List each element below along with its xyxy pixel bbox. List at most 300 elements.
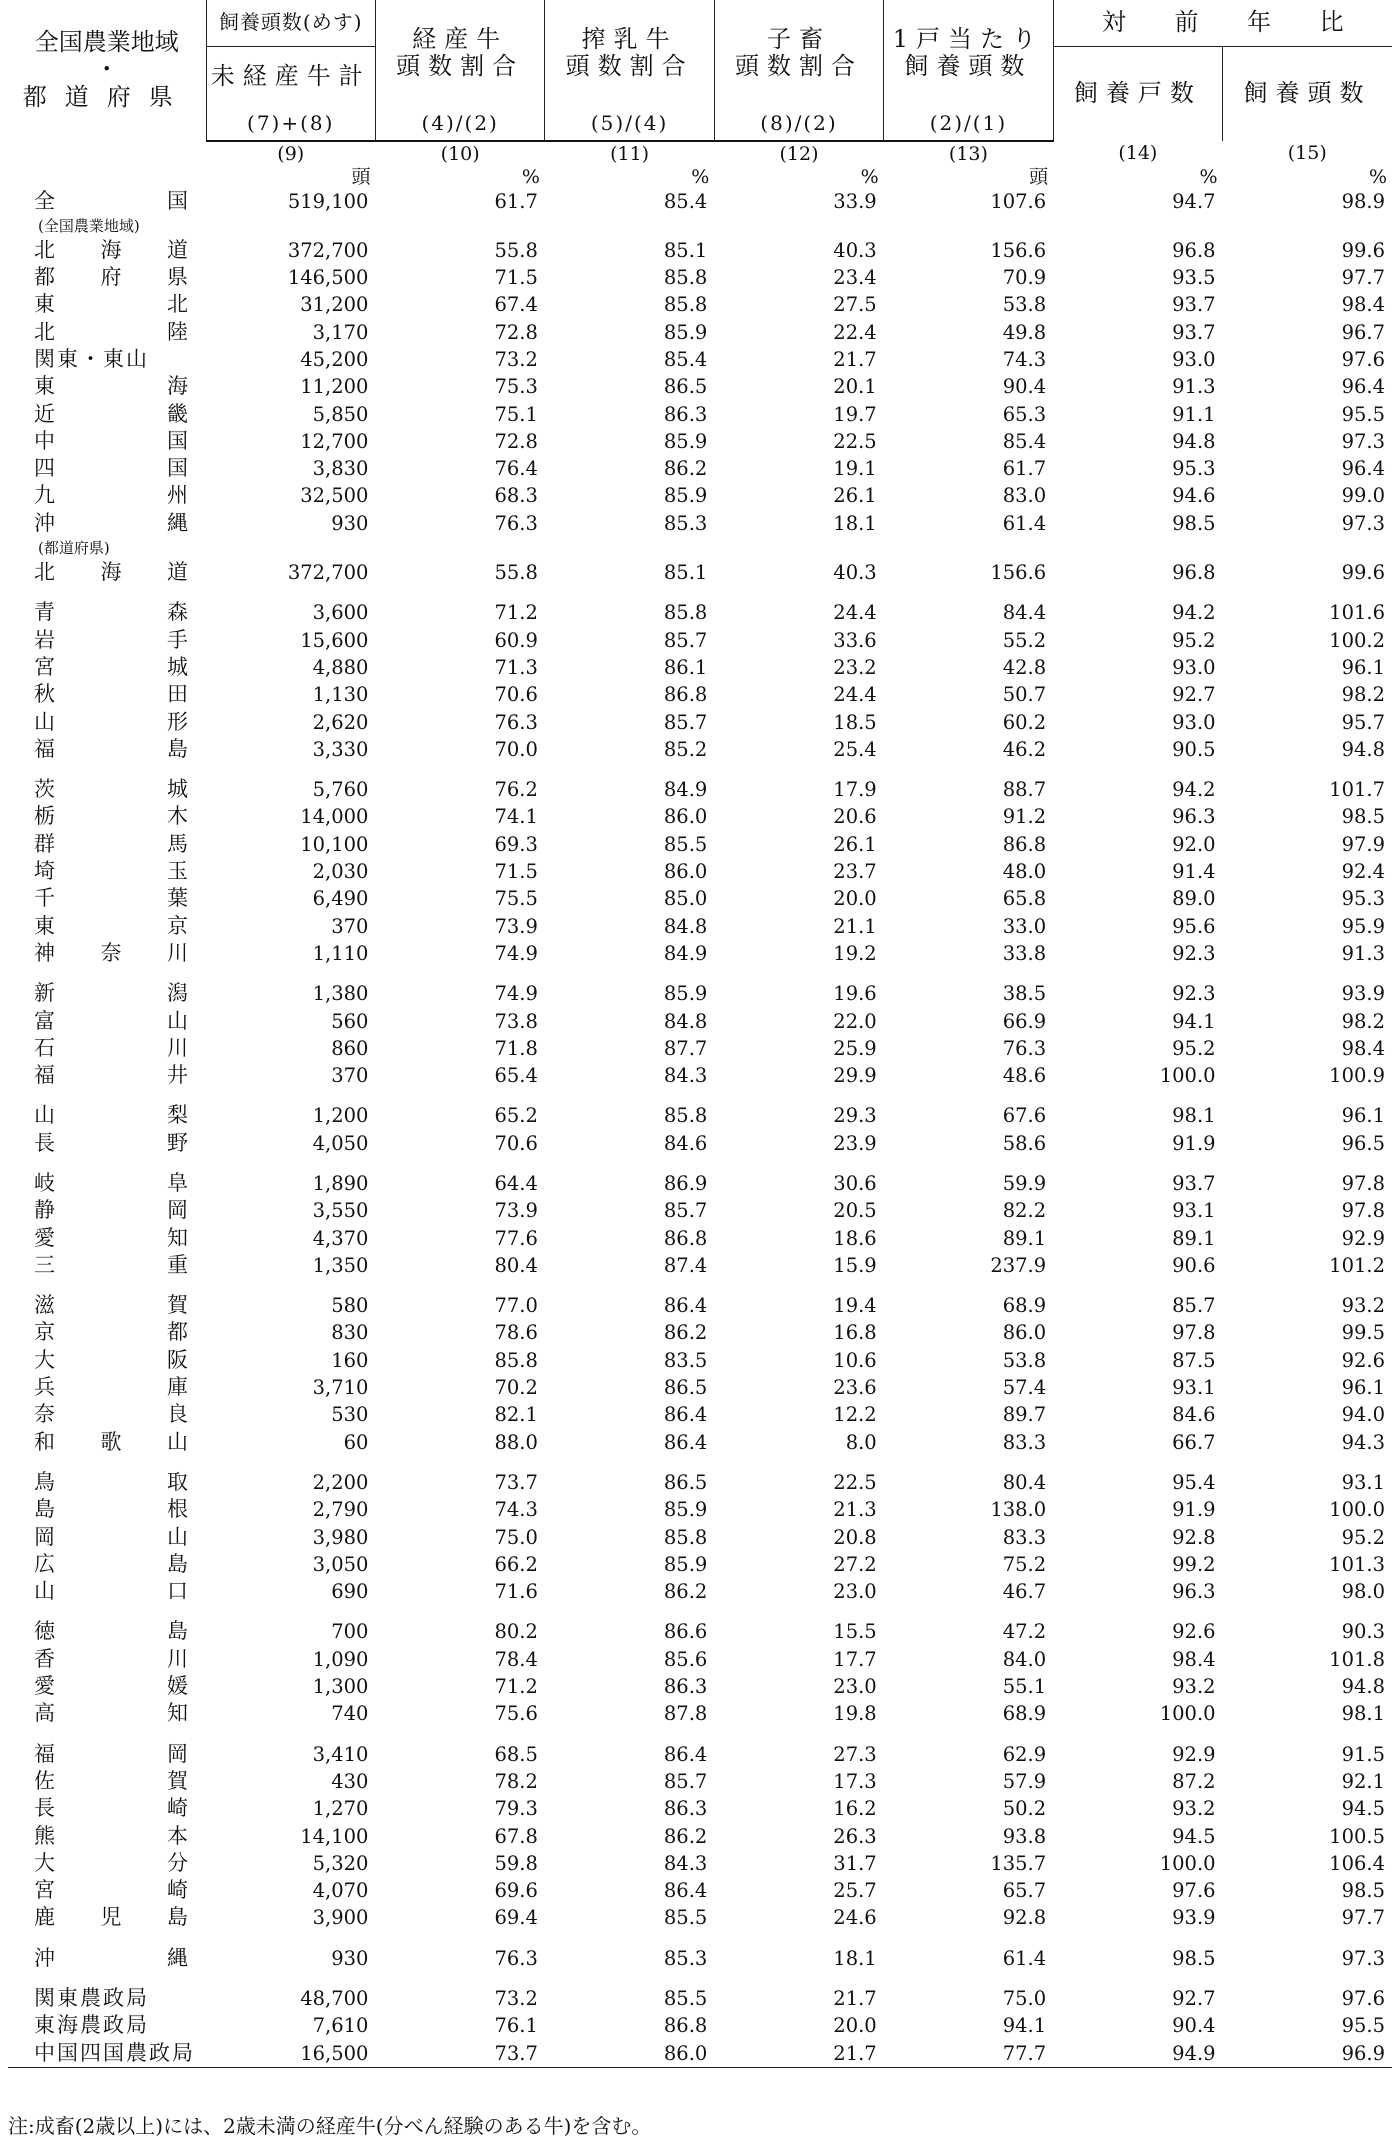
table-row bbox=[8, 1496, 1392, 1523]
cell-value: 59.8 bbox=[494, 1851, 538, 1875]
col9-formula: (7)+(8) bbox=[206, 107, 375, 141]
row-name-text: 岩 手 bbox=[34, 627, 189, 652]
cell-value: 19.7 bbox=[833, 402, 877, 426]
cell-value: 15.5 bbox=[833, 1620, 877, 1644]
col9-header: 未経産牛計 bbox=[206, 46, 375, 107]
cell-value: 90.3 bbox=[1341, 1620, 1385, 1644]
cell-value: 92.3 bbox=[1172, 941, 1216, 965]
cell-value: 97.7 bbox=[1341, 266, 1385, 290]
row-name bbox=[8, 291, 206, 318]
cell-value: 100.2 bbox=[1329, 628, 1385, 652]
cell-value: 75.5 bbox=[494, 887, 538, 911]
cell-value: 53.8 bbox=[1002, 1348, 1047, 1372]
cell-value: 23.7 bbox=[833, 860, 877, 884]
cell-value: 65.7 bbox=[1002, 1879, 1047, 1903]
cell-value: 3,410 bbox=[312, 1742, 369, 1766]
cell-value: 3,980 bbox=[312, 1525, 369, 1549]
cell-value: 85.5 bbox=[663, 832, 708, 856]
table-row bbox=[8, 2012, 1392, 2039]
cell-value: 18.1 bbox=[833, 511, 877, 535]
cell-value: 94.7 bbox=[1172, 189, 1216, 213]
cell-value: 94.6 bbox=[1172, 484, 1216, 508]
table-row bbox=[8, 428, 1392, 455]
cell-value: 91.5 bbox=[1341, 1742, 1385, 1766]
cell-value: 16.8 bbox=[833, 1321, 877, 1345]
cell-value: 77.7 bbox=[884, 2040, 1053, 2068]
cell-value: 21.7 bbox=[833, 347, 877, 371]
cell-value: 2,200 bbox=[312, 1470, 369, 1494]
cell-value: 86.2 bbox=[663, 457, 708, 481]
cell-value: 25.4 bbox=[833, 737, 877, 761]
row-name-text: 九 州 bbox=[34, 483, 189, 508]
cell-value: 18.1 bbox=[833, 1946, 877, 1970]
column-number: (13) bbox=[948, 142, 988, 165]
table-row bbox=[8, 913, 1392, 940]
row-name bbox=[8, 1618, 206, 1645]
row-name bbox=[8, 1008, 206, 1035]
cell-value: 22.0 bbox=[833, 1009, 877, 1033]
cell-value: 73.9 bbox=[494, 914, 538, 938]
table-row bbox=[8, 346, 1392, 373]
cell-value: 24.4 bbox=[833, 683, 877, 707]
row-name-text: 徳 島 bbox=[34, 1619, 189, 1644]
table-row bbox=[8, 709, 1392, 736]
cell-value: 135.7 bbox=[990, 1851, 1047, 1875]
col9-top-header: 飼養頭数(めす) bbox=[206, 0, 375, 46]
table-row bbox=[8, 237, 1392, 264]
row-name bbox=[8, 1062, 206, 1089]
row-name-text: 北 海 道 bbox=[34, 237, 189, 262]
cell-value: 90.4 bbox=[1172, 2014, 1216, 2038]
spacer-cell bbox=[8, 1279, 1392, 1292]
cell-value: 29.3 bbox=[833, 1104, 877, 1128]
table-row bbox=[8, 980, 1392, 1007]
cell-value: 22.5 bbox=[833, 1470, 877, 1494]
cell-value: 80.2 bbox=[494, 1620, 538, 1644]
row-name bbox=[8, 1252, 206, 1279]
cell-value: 84.6 bbox=[1172, 1403, 1216, 1427]
cell-value: 91.4 bbox=[1172, 860, 1216, 884]
unit-label: % bbox=[1199, 165, 1218, 188]
cell-value: 69.3 bbox=[494, 832, 538, 856]
cell-value: 19.1 bbox=[833, 457, 877, 481]
cell-value: 91.3 bbox=[1341, 941, 1385, 965]
cell-value: 93.2 bbox=[1341, 1294, 1385, 1318]
table-row bbox=[8, 482, 1392, 509]
cell-value: 84.9 bbox=[663, 941, 708, 965]
cell-value: 70.6 bbox=[494, 1131, 538, 1155]
table-row bbox=[8, 1985, 1392, 2012]
row-name bbox=[8, 1225, 206, 1252]
row-name bbox=[8, 2012, 206, 2039]
cell-value: 59.9 bbox=[1002, 1172, 1047, 1195]
cell-value: 4,050 bbox=[312, 1131, 369, 1155]
row-name-text: 静 岡 bbox=[34, 1198, 189, 1223]
table-row bbox=[8, 858, 1392, 885]
cell-value: 21.7 bbox=[833, 1987, 877, 2011]
row-name-text: 四 国 bbox=[34, 456, 189, 481]
cell-value: 26.1 bbox=[833, 484, 877, 508]
cell-value: 20.0 bbox=[833, 887, 877, 911]
cell-value: 70.2 bbox=[494, 1376, 538, 1400]
row-name-text: 鳥 取 bbox=[34, 1469, 189, 1494]
cell-value: 55.8 bbox=[494, 561, 538, 585]
cell-value: 530 bbox=[331, 1403, 369, 1427]
row-name bbox=[8, 346, 206, 373]
cell-value: 23.4 bbox=[833, 266, 877, 290]
table-row bbox=[8, 1252, 1392, 1279]
cell-value: 60 bbox=[343, 1430, 369, 1454]
cell-value: 85.9 bbox=[663, 320, 708, 344]
row-name bbox=[8, 1700, 206, 1727]
cell-value: 84.3 bbox=[663, 1851, 708, 1875]
cell-value: 89.7 bbox=[1002, 1403, 1047, 1427]
table-row bbox=[8, 455, 1392, 482]
row-name bbox=[8, 1646, 206, 1673]
cell-value: 85.8 bbox=[663, 293, 708, 317]
cell-value: 66.2 bbox=[494, 1552, 538, 1576]
row-name bbox=[8, 1401, 206, 1428]
cell-value: 90.4 bbox=[1002, 375, 1047, 399]
row-name-text: 高 知 bbox=[34, 1701, 189, 1726]
cell-value: 1,110 bbox=[312, 941, 369, 965]
row-name-text: 全 国 bbox=[34, 188, 189, 213]
cell-value: 3,900 bbox=[312, 1906, 369, 1930]
cell-value: 75.3 bbox=[494, 375, 538, 399]
cell-value: 65.8 bbox=[1002, 887, 1047, 911]
cell-value: 93.0 bbox=[1172, 710, 1216, 734]
cell-value: 98.5 bbox=[1172, 1946, 1216, 1970]
row-name-text: 東 京 bbox=[34, 913, 189, 938]
cell-value: 84.6 bbox=[663, 1131, 708, 1155]
row-name bbox=[8, 1945, 206, 1972]
cell-value: 86.1 bbox=[663, 655, 708, 679]
col11-header: 搾乳牛 頭数割合 bbox=[545, 0, 714, 107]
cell-value: 71.5 bbox=[494, 860, 538, 884]
table-row bbox=[8, 1795, 1392, 1822]
cell-value: 95.3 bbox=[1341, 887, 1385, 911]
table-row bbox=[8, 1524, 1392, 1551]
cell-value: 55.2 bbox=[1002, 628, 1047, 652]
cell-value: 18.6 bbox=[833, 1226, 877, 1250]
cell-value: 78.6 bbox=[494, 1321, 538, 1345]
group-spacer bbox=[8, 1728, 1392, 1741]
row-name-text: 宮 城 bbox=[34, 654, 189, 679]
cell-value: 5,850 bbox=[312, 402, 369, 426]
cell-value: 98.2 bbox=[1341, 683, 1385, 707]
cell-value: 86.8 bbox=[663, 2014, 708, 2038]
cell-value: 19.2 bbox=[833, 941, 877, 965]
table-row bbox=[8, 1904, 1392, 1931]
cell-value: 30.6 bbox=[833, 1172, 877, 1195]
row-name-text: 京 都 bbox=[34, 1320, 189, 1345]
table-row bbox=[8, 319, 1392, 346]
cell-value: 94.5 bbox=[1172, 1824, 1216, 1848]
cell-value: 77.6 bbox=[494, 1226, 538, 1250]
cell-value: 64.4 bbox=[494, 1172, 538, 1195]
cell-value: 86.9 bbox=[663, 1172, 708, 1195]
cell-value: 69.6 bbox=[494, 1879, 538, 1903]
cell-value: 61.7 bbox=[1002, 457, 1047, 481]
cell-value: 84.4 bbox=[1002, 601, 1047, 625]
cell-value: 93.1 bbox=[1341, 1470, 1385, 1494]
row-name-text: 福 島 bbox=[34, 736, 189, 761]
cell-value: 75.1 bbox=[494, 402, 538, 426]
cell-value: 78.4 bbox=[494, 1647, 538, 1671]
row-name-text: 栃 木 bbox=[34, 804, 189, 829]
cell-value: 100.0 bbox=[1159, 1702, 1216, 1726]
cell-value: 372,700 bbox=[287, 561, 369, 585]
row-name-text: 香 川 bbox=[34, 1646, 189, 1671]
row-name bbox=[8, 373, 206, 400]
row-name bbox=[8, 401, 206, 428]
cell-value: 73.7 bbox=[375, 2040, 544, 2068]
cell-value: 85.8 bbox=[663, 1525, 708, 1549]
cell-value: 95.2 bbox=[1341, 1525, 1385, 1549]
cell-value: 560 bbox=[331, 1009, 369, 1033]
cell-value: 83.5 bbox=[663, 1348, 708, 1372]
group-spacer bbox=[8, 1456, 1392, 1469]
cell-value: 86.3 bbox=[663, 1675, 708, 1699]
table-row bbox=[8, 1062, 1392, 1089]
cell-value: 94.3 bbox=[1341, 1430, 1385, 1454]
region-label-line1: 全国農業地域 bbox=[34, 27, 179, 56]
cell-value: 19.4 bbox=[833, 1294, 877, 1318]
row-name-text: 愛 媛 bbox=[34, 1674, 189, 1699]
cell-value: 95.5 bbox=[1341, 402, 1385, 426]
row-name bbox=[8, 237, 206, 264]
cell-value: 16.2 bbox=[833, 1797, 877, 1821]
cell-value: 580 bbox=[331, 1294, 369, 1318]
col11-formula: (5)/(4) bbox=[545, 107, 714, 141]
cell-value: 85.9 bbox=[663, 982, 708, 1006]
cell-value: 96.3 bbox=[1172, 1580, 1216, 1604]
spacer-cell bbox=[8, 1157, 1392, 1170]
cell-value: 97.8 bbox=[1172, 1321, 1216, 1345]
footnote: 注:成畜(2歳以上)には、2歳未満の経産牛(分べん経験のある牛)を含む。 bbox=[8, 2114, 652, 2138]
cell-value: 92.3 bbox=[1172, 982, 1216, 1006]
cell-value: 86.2 bbox=[663, 1580, 708, 1604]
row-name-text: 愛 知 bbox=[34, 1225, 189, 1250]
cell-value: 370 bbox=[331, 914, 369, 938]
cell-value: 3,170 bbox=[312, 320, 369, 344]
cell-value: 97.3 bbox=[1341, 511, 1385, 535]
cell-value: 93.1 bbox=[1172, 1199, 1216, 1223]
cell-value: 86.5 bbox=[663, 375, 708, 399]
table-body bbox=[8, 141, 1392, 2068]
row-name-text: 長 崎 bbox=[34, 1796, 189, 1821]
cell-value: 85.2 bbox=[663, 737, 708, 761]
row-name bbox=[8, 831, 206, 858]
cell-value: 20.6 bbox=[833, 805, 877, 829]
row-name bbox=[8, 264, 206, 291]
row-name bbox=[8, 1170, 206, 1197]
row-name-text: 秋 田 bbox=[34, 682, 189, 707]
cell-value: 83.3 bbox=[1002, 1430, 1047, 1454]
cell-value: 86.4 bbox=[663, 1879, 708, 1903]
cell-value: 75.0 bbox=[1002, 1987, 1047, 2011]
cell-value: 57.4 bbox=[1002, 1376, 1047, 1400]
table-row bbox=[8, 1551, 1392, 1578]
cell-value: 60.2 bbox=[1002, 710, 1047, 734]
table-row bbox=[8, 2040, 1392, 2068]
row-name-text: 鹿 児 島 bbox=[34, 1905, 189, 1930]
cell-value: 11,200 bbox=[300, 375, 369, 399]
cell-value: 73.2 bbox=[494, 347, 538, 371]
row-name-text: 島 根 bbox=[34, 1497, 189, 1522]
cell-value: 372,700 bbox=[287, 238, 369, 262]
cell-value: 98.5 bbox=[1341, 805, 1385, 829]
cell-value: 22.4 bbox=[833, 320, 877, 344]
cell-value: 96.8 bbox=[1172, 561, 1216, 585]
row-name bbox=[8, 510, 206, 537]
cell-value: 25.9 bbox=[833, 1036, 877, 1060]
cell-value: 17.7 bbox=[833, 1647, 877, 1671]
cell-value: 27.5 bbox=[833, 293, 877, 317]
table-row bbox=[8, 1130, 1392, 1157]
cell-value: 160 bbox=[331, 1348, 369, 1372]
cell-value: 26.3 bbox=[833, 1824, 877, 1848]
cell-value: 85.6 bbox=[663, 1647, 708, 1671]
cell-value: 138.0 bbox=[990, 1498, 1047, 1522]
table-row bbox=[8, 1429, 1392, 1456]
cell-value: 3,830 bbox=[312, 457, 369, 481]
row-name-text: 山 形 bbox=[34, 709, 189, 734]
table-row bbox=[8, 1945, 1392, 1972]
cell-value: 94.9 bbox=[1053, 2040, 1222, 2068]
cell-value: 92.7 bbox=[1172, 683, 1216, 707]
cell-value: 86.6 bbox=[663, 1620, 708, 1644]
cell-value: 156.6 bbox=[990, 561, 1047, 585]
cell-value: 85.7 bbox=[1172, 1294, 1216, 1318]
cell-value: 74.3 bbox=[494, 1498, 538, 1522]
cell-value: 15.9 bbox=[833, 1253, 877, 1277]
cell-value: 97.6 bbox=[1341, 347, 1385, 371]
row-name bbox=[8, 1768, 206, 1795]
row-name bbox=[8, 1578, 206, 1605]
cell-value: 100.0 bbox=[1159, 1064, 1216, 1088]
cell-value: 88.7 bbox=[1002, 778, 1047, 802]
cell-value: 107.6 bbox=[990, 189, 1047, 213]
column-number: (14) bbox=[1118, 142, 1158, 164]
row-name-text: 茨 城 bbox=[34, 777, 189, 802]
cell-value: 99.5 bbox=[1341, 1321, 1385, 1345]
row-name bbox=[8, 627, 206, 654]
cell-value: 85.9 bbox=[663, 1498, 708, 1522]
unit-row bbox=[8, 166, 1392, 188]
cell-value: 78.2 bbox=[494, 1769, 538, 1793]
cell-value: 98.1 bbox=[1172, 1104, 1216, 1128]
cell-value: 90.5 bbox=[1172, 737, 1216, 761]
group-spacer bbox=[8, 1157, 1392, 1170]
cell-value: 7,610 bbox=[312, 2014, 369, 2038]
cell-value: 95.5 bbox=[1341, 2014, 1385, 2038]
cell-value: 95.7 bbox=[1341, 710, 1385, 734]
cell-value: 23.6 bbox=[833, 1376, 877, 1400]
row-name-text: 岡 山 bbox=[34, 1524, 189, 1549]
cell-value: 97.6 bbox=[1172, 1879, 1216, 1903]
cell-value: 12.2 bbox=[833, 1403, 877, 1427]
cell-value: 106.4 bbox=[1329, 1851, 1385, 1875]
cell-value: 91.1 bbox=[1172, 402, 1216, 426]
cell-value: 87.4 bbox=[663, 1253, 708, 1277]
yoy-header: 対 前 年 比 bbox=[1053, 0, 1392, 46]
cell-value: 89.0 bbox=[1172, 887, 1216, 911]
cell-value: 75.0 bbox=[494, 1525, 538, 1549]
cell-value: 93.2 bbox=[1172, 1797, 1216, 1821]
cell-value: 5,760 bbox=[312, 778, 369, 802]
cell-value: 96.5 bbox=[1341, 1131, 1385, 1155]
row-name-text: 熊 本 bbox=[34, 1823, 189, 1848]
cell-value: 98.4 bbox=[1172, 1647, 1216, 1671]
cell-value: 29.9 bbox=[833, 1064, 877, 1088]
cell-value: 19.6 bbox=[833, 982, 877, 1006]
cell-value: 101.8 bbox=[1329, 1647, 1385, 1671]
cell-value: 85.1 bbox=[663, 561, 708, 585]
cell-value: 85.9 bbox=[663, 1552, 708, 1576]
statistics-sheet bbox=[8, 0, 1392, 2068]
cell-value: 98.4 bbox=[1341, 1036, 1385, 1060]
table-row bbox=[8, 599, 1392, 626]
cell-value: 87.2 bbox=[1172, 1769, 1216, 1793]
cell-value: 86.0 bbox=[663, 860, 708, 884]
cell-value: 99.6 bbox=[1341, 238, 1385, 262]
table-row bbox=[8, 776, 1392, 803]
cell-value: 156.6 bbox=[990, 238, 1047, 262]
cell-value: 83.0 bbox=[1002, 484, 1047, 508]
cell-value: 85.9 bbox=[663, 484, 708, 508]
cell-value: 740 bbox=[331, 1702, 369, 1726]
cell-value: 100.5 bbox=[1329, 1824, 1385, 1848]
cell-value: 97.7 bbox=[1341, 1906, 1385, 1930]
cell-value: 519,100 bbox=[287, 189, 369, 213]
row-name-text: 東 北 bbox=[34, 292, 189, 317]
row-name bbox=[8, 980, 206, 1007]
cell-value: 89.1 bbox=[1002, 1226, 1047, 1250]
table-row bbox=[8, 1035, 1392, 1062]
cell-value: 85.8 bbox=[663, 601, 708, 625]
table-row bbox=[8, 1673, 1392, 1700]
region-label-line2: 都道府県 bbox=[22, 83, 191, 112]
cell-value: 73.8 bbox=[494, 1009, 538, 1033]
cell-value: 62.9 bbox=[1002, 1742, 1047, 1766]
cell-value: 94.2 bbox=[1172, 778, 1216, 802]
regions-label-text: (全国農業地域) bbox=[38, 216, 140, 235]
row-name-text: 三 重 bbox=[34, 1252, 189, 1277]
cell-value: 92.0 bbox=[1172, 832, 1216, 856]
cell-value: 21.7 bbox=[714, 2040, 883, 2068]
cell-value: 84.0 bbox=[1002, 1647, 1047, 1671]
cell-value: 85.5 bbox=[663, 1987, 708, 2011]
cell-value: 25.7 bbox=[833, 1879, 877, 1903]
cell-value: 4,070 bbox=[312, 1879, 369, 1903]
table-row bbox=[8, 1700, 1392, 1727]
cell-value: 4,880 bbox=[312, 655, 369, 679]
cell-value: 930 bbox=[331, 511, 369, 535]
cell-value: 86.8 bbox=[663, 1226, 708, 1250]
cell-value: 14,100 bbox=[300, 1824, 369, 1848]
row-name bbox=[8, 654, 206, 681]
cell-value: 76.3 bbox=[494, 710, 538, 734]
row-name bbox=[8, 1197, 206, 1224]
region-label-dot: ・ bbox=[94, 55, 119, 84]
cell-value: 101.3 bbox=[1329, 1552, 1385, 1576]
cell-value: 69.4 bbox=[494, 1906, 538, 1930]
table-row bbox=[8, 1823, 1392, 1850]
cell-value: 76.4 bbox=[494, 457, 538, 481]
cell-value: 47.2 bbox=[1002, 1620, 1047, 1644]
cell-value: 71.8 bbox=[494, 1036, 538, 1060]
